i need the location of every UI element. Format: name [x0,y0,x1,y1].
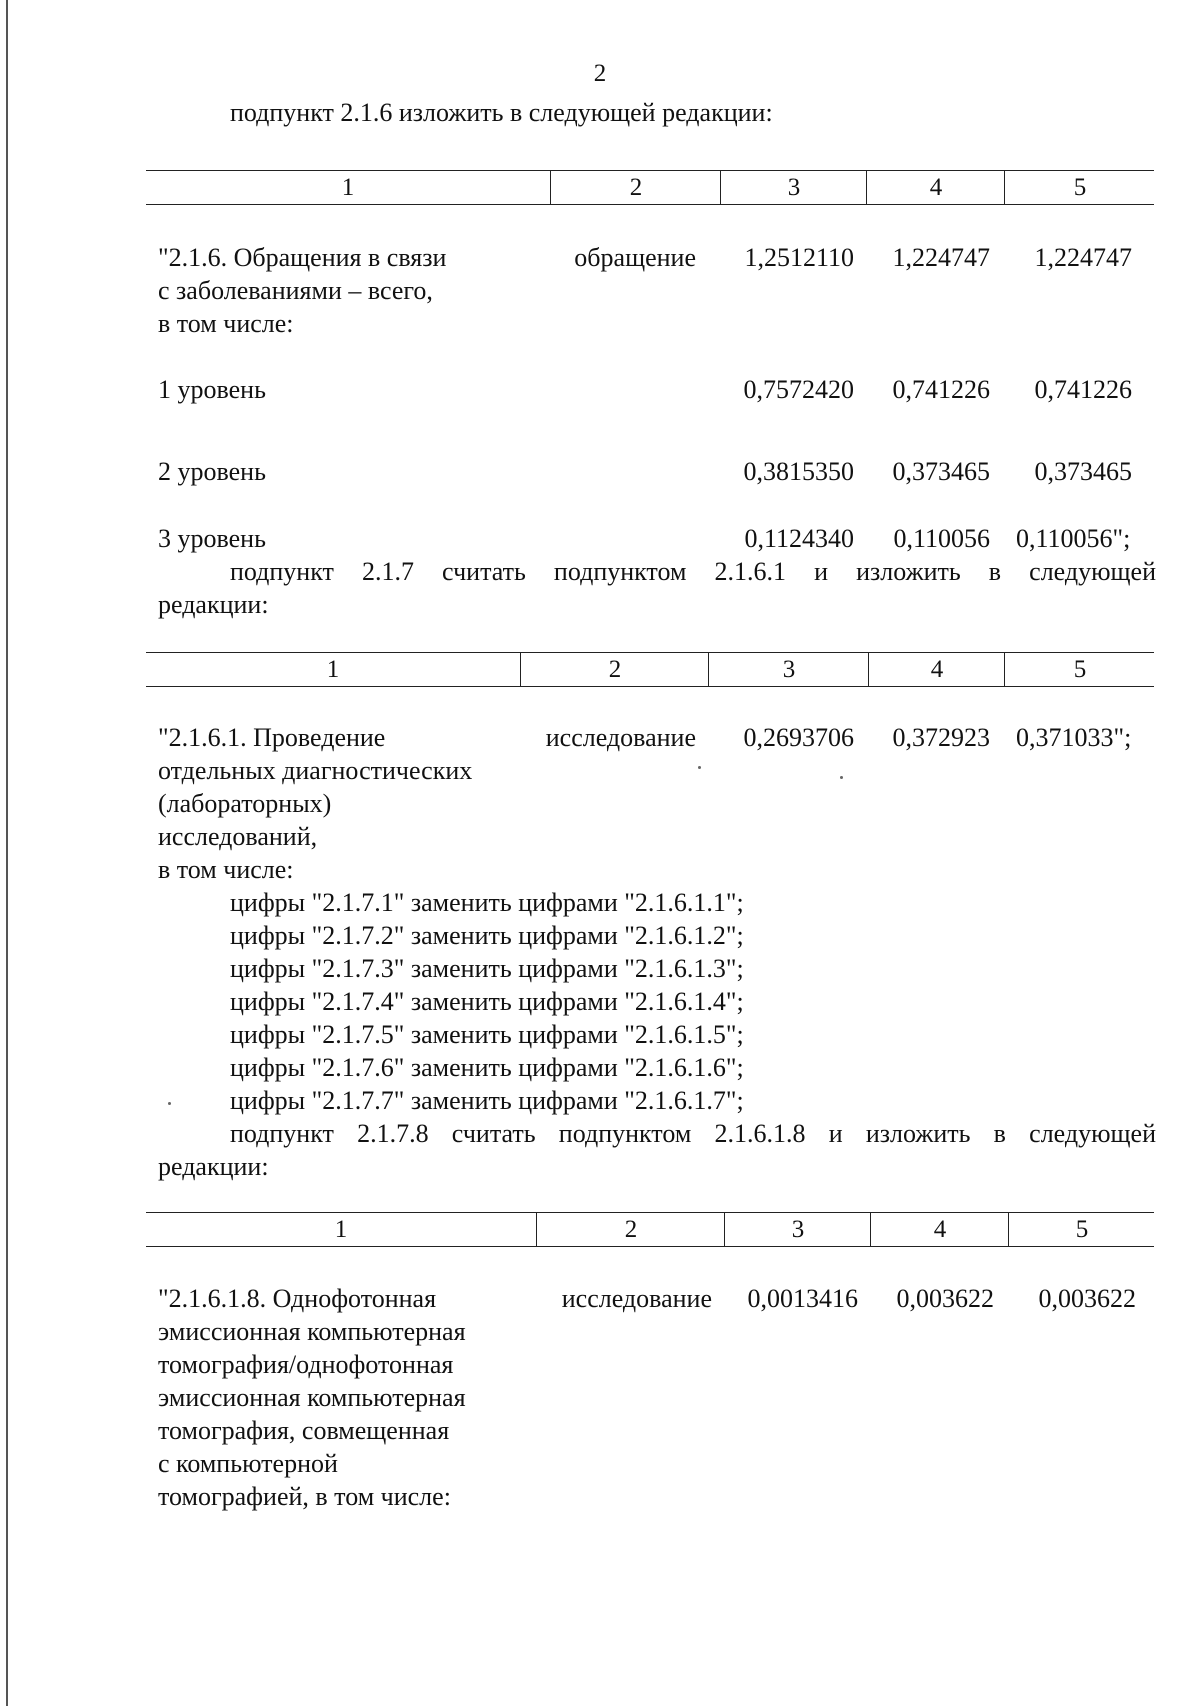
table-3-value-col4: 0,003622 [896,1284,994,1313]
header-col-2: 2 [550,171,721,204]
name-line: в том числе: [158,855,294,884]
replacement-line: цифры "2.1.7.5" заменить цифрами "2.1.6.1.5"; [230,1020,744,1049]
name-line: эмиссионная компьютерная [158,1383,466,1412]
scan-edge-left [6,0,8,1706]
table-1-row-level-1-col3: 0,7572420 [743,375,854,404]
table-1-row-level-3-col5: 0,110056"; [1016,524,1131,553]
name-line: эмиссионная компьютерная [158,1317,466,1346]
table-3-unit: исследование [561,1284,712,1313]
name-line: в том числе: [158,309,294,338]
table-1-row-level-3-label: 3 уровень [158,524,266,553]
name-line: томографией, в том числе: [158,1482,451,1511]
table-1-row-level-1-col4: 0,741226 [892,375,990,404]
name-line: "2.1.6.1. Проведение [158,723,386,752]
name-line: "2.1.6. Обращения в связи [158,243,447,272]
page-number: 2 [593,60,607,87]
name-line: томография/однофотонная [158,1350,454,1379]
header-col-1: 1 [326,656,340,683]
replacement-line: цифры "2.1.7.6" заменить цифрами "2.1.6.1.6"; [230,1053,744,1082]
replacement-line: цифры "2.1.7.7" заменить цифрами "2.1.6.1.7"; [230,1086,744,1115]
intro-paragraph-2 [158,555,1156,621]
intro-3-line-1: подпункт 2.1.7.8 считать подпунктом 2.1.6.1.8 и изложить в следующей [230,1119,1156,1148]
replacement-line: цифры "2.1.7.3" заменить цифрами "2.1.6.1.3"; [230,954,744,983]
header-col-3: 3 [708,653,869,686]
name-line: исследований, [158,822,318,851]
replacement-line: цифры "2.1.7.2" заменить цифрами "2.1.6.1.2"; [230,921,744,950]
name-line: с заболеваниями – всего, [158,276,433,305]
header-col-3: 3 [724,1213,871,1246]
table-1-row-level-3-col4: 0,110056 [893,524,990,553]
table-1-row-level-2-col3: 0,3815350 [743,457,854,486]
table-1-value-col3: 1,2512110 [744,243,854,272]
table-1-row-level-2-col5: 0,373465 [1034,457,1132,486]
header-col-5: 5 [1004,171,1155,204]
replacement-line: цифры "2.1.7.4" заменить цифрами "2.1.6.1.4"; [230,987,744,1016]
intro-2-line-2: редакции: [158,590,269,619]
name-line: (лабораторных) [158,789,332,818]
header-col-3: 3 [720,171,867,204]
table-2-value-col4: 0,372923 [892,723,990,752]
intro-3-line-2: редакции: [158,1152,269,1181]
header-col-5: 5 [1004,653,1155,686]
scan-speck [698,766,701,769]
header-col-2: 2 [536,1213,725,1246]
table-1-item-name [158,241,518,340]
table-2-unit: исследование [545,723,696,752]
table-1-row-level-2-col4: 0,373465 [892,457,990,486]
intro-paragraph-3 [158,1117,1156,1183]
table-1-value-col5: 1,224747 [1034,243,1132,272]
table-2-item-name [158,721,518,886]
table-2-value-col3: 0,2693706 [743,723,854,752]
table-2-value-col5: 0,371033"; [1016,723,1132,752]
name-line: с компьютерной [158,1449,338,1478]
table-1-row-level-2-label: 2 уровень [158,457,266,486]
table-3-value-col5: 0,003622 [1038,1284,1136,1313]
table-2-header [146,652,1154,687]
header-col-4: 4 [868,653,1005,686]
table-1-row-level-1-label: 1 уровень [158,375,266,404]
intro-2-line-1: подпункт 2.1.7 считать подпунктом 2.1.6.1 и изложить в следующей [230,557,1156,586]
scan-speck [168,1102,171,1105]
table-3-header [146,1212,1154,1247]
replacement-line: цифры "2.1.7.1" заменить цифрами "2.1.6.1.1"; [230,888,744,917]
scan-speck [840,776,843,779]
table-3-value-col3: 0,0013416 [747,1284,858,1313]
name-line: отдельных диагностических [158,756,473,785]
header-col-1: 1 [341,174,355,201]
header-col-4: 4 [866,171,1005,204]
header-col-1: 1 [334,1216,348,1243]
table-1-header [146,170,1154,205]
table-1-unit: обращение [574,243,696,272]
table-3-item-name [158,1282,538,1513]
header-col-2: 2 [520,653,709,686]
table-1-row-level-1-col5: 0,741226 [1034,375,1132,404]
header-col-5: 5 [1008,1213,1155,1246]
name-line: томография, совмещенная [158,1416,450,1445]
table-1-row-level-3-col3: 0,1124340 [744,524,854,553]
header-col-4: 4 [870,1213,1009,1246]
table-1-value-col4: 1,224747 [892,243,990,272]
name-line: "2.1.6.1.8. Однофотонная [158,1284,437,1313]
intro-paragraph-1: подпункт 2.1.6 изложить в следующей редакции: [230,98,773,127]
